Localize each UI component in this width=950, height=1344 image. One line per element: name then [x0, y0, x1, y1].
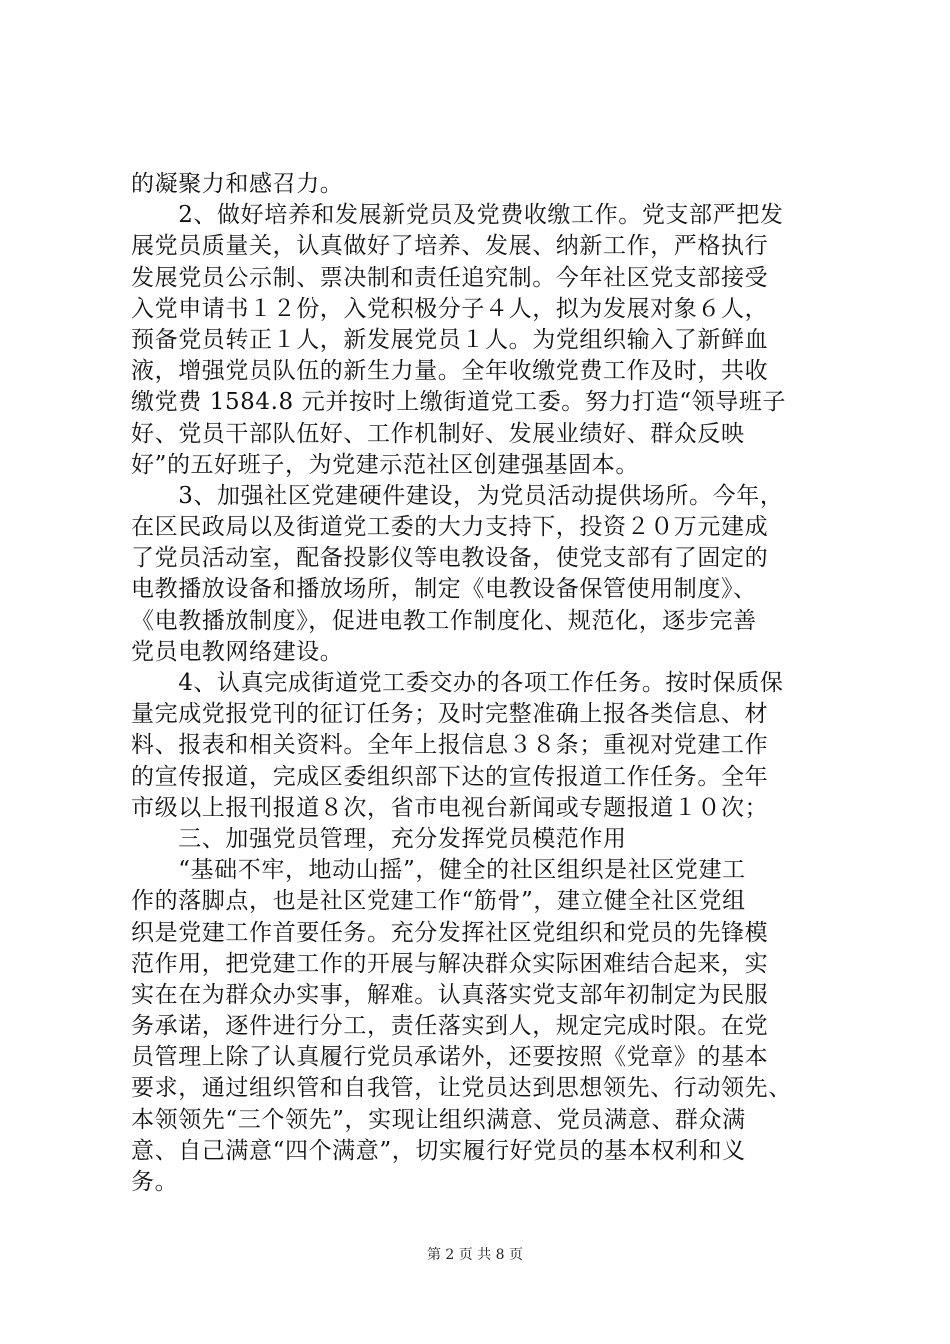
body-text-line: 务。: [131, 1169, 179, 1195]
body-text-line: 《电教播放制度》，促进电教工作制度化、规范化，逐步完善: [131, 607, 757, 634]
body-text-line: 好、党员干部队伍好、工作机制好、发展业绩好、群众反映: [131, 420, 745, 447]
body-text-line: 范作用，把党建工作的开展与解决群众实际困难结合起来，实: [131, 950, 769, 977]
body-text-line: 三、加强党员管理，充分发挥党员模范作用: [131, 825, 627, 852]
body-text-line: 织是党建工作首要任务。充分发挥社区党组织和党员的先锋模: [131, 919, 769, 946]
body-text-line: “基础不牢，地动山摇”，健全的社区组织是社区党建工: [131, 857, 746, 884]
body-text-line: 的凝聚力和感召力。: [131, 171, 344, 197]
body-text-line: 员管理上除了认真履行党员承诺外，还要按照《党章》的基本: [131, 1044, 769, 1071]
body-text-line: 要求，通过组织管和自我管，让党员达到思想领先、行动领先、: [131, 1075, 792, 1102]
body-text-line: 本领领先“三个领先”，实现让组织满意、党员满意、群众满: [131, 1106, 746, 1133]
body-text-line: 务承诺，逐件进行分工，责任落实到人，规定完成时限。在党: [131, 1013, 769, 1040]
body-text-line: 展党员质量关，认真做好了培养、发展、纳新工作，严格执行: [131, 233, 769, 260]
body-text-line: 的宣传报道，完成区委组织部下达的宣传报道工作任务。全年: [131, 763, 769, 790]
body-text-line: 党员电教网络建设。: [131, 638, 344, 665]
body-text-line: 液，增强党员队伍的新生力量。全年收缴党费工作及时，共收: [131, 358, 769, 385]
body-text-line: 量完成党报党刊的征订任务；及时完整准确上报各类信息、材: [131, 701, 769, 728]
body-text-line: 入党申请书１２份，入党积极分子４人，拟为发展对象６人，: [131, 295, 769, 322]
body-text-line: 作的落脚点，也是社区党建工作“筋骨”，建立健全社区党组: [131, 888, 746, 915]
body-text-line: 发展党员公示制、票决制和责任追究制。今年社区党支部接受: [131, 264, 769, 291]
page-footer: 第 2 页 共 8 页: [426, 1247, 524, 1263]
body-text-line: 3、加强社区党建硬件建设，为党员活动提供场所。今年，: [131, 482, 784, 509]
document-body: [131, 169, 831, 1198]
body-text-line: 好”的五好班子，为党建示范社区创建强基固本。: [131, 451, 639, 478]
body-text-line: 4、认真完成街道党工委交办的各项工作任务。按时保质保: [131, 670, 784, 696]
body-text-line: 实在在为群众办实事，解难。认真落实党支部年初制定为民服: [131, 981, 769, 1008]
body-text-line: 预备党员转正１人，新发展党员１人。为党组织输入了新鲜血: [131, 326, 769, 353]
body-text-line: 在区民政局以及街道党工委的大力支持下，投资２０万元建成: [131, 514, 769, 541]
body-text-line: 料、报表和相关资料。全年上报信息３８条；重视对党建工作: [131, 732, 769, 759]
body-text-line: 意、自己满意“四个满意”，切实履行好党员的基本权利和义: [131, 1137, 746, 1164]
body-text-line: 了党员活动室，配备投影仪等电教设备，使党支部有了固定的: [131, 545, 769, 572]
body-text-line: 缴党费 1584.8 元并按时上缴街道党工委。努力打造“领导班子: [131, 389, 787, 416]
body-text-line: 电教播放设备和播放场所，制定《电教设备保管使用制度》、: [131, 576, 757, 603]
body-text-line: 2、做好培养和发展新党员及党费收缴工作。党支部严把发: [131, 202, 784, 229]
body-text-line: 市级以上报刊报道８次，省市电视台新闻或专题报道１０次；: [131, 794, 769, 821]
